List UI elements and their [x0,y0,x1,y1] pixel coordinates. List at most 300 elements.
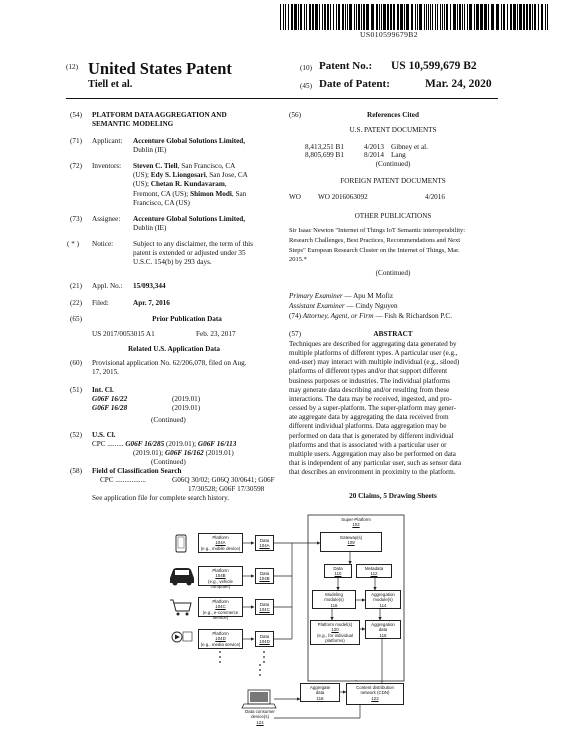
foreign-doc-country: WO [289,193,301,201]
platform-models-box [310,620,360,645]
barcode-bar [442,4,443,30]
field-cpc-label: CPC ................. [100,476,146,484]
inventors-label: Inventors: [92,162,122,170]
uscl-continued: (Continued) [151,458,186,466]
abstract-line: platforms of different types and/or that support different [289,367,448,376]
platform-c-ref: 104C [215,604,226,610]
aggregation-data-label: Aggregation [371,622,395,627]
barcode-bar [417,4,418,30]
notice-code: ( * ) [67,240,79,248]
barcode-bar [309,4,311,30]
appl-label: Appl. No.: [92,282,123,290]
other-pubs-heading: OTHER PUBLICATIONS [354,212,432,220]
barcode-bar [304,4,305,30]
header-code-12: (12) [66,63,78,71]
abstract-line: end-user) may interact with multiple individual (e.g., siloed) [289,358,460,367]
barcode-bar [440,4,441,30]
cpc-class-2: G06F 16/113 [197,440,237,448]
platform-d-label: Platform [212,631,229,636]
cpc-date-3: (2019.01) [203,449,234,457]
prov-line: 17, 2015. [92,368,119,377]
cpc-line-1 [92,440,288,449]
inventor-4-name: Shimon Modi [190,189,232,198]
platform-models-sub: (e.g., for individual [317,632,353,638]
inventor-1-name: Steven C. Tiell [133,162,178,170]
barcode-bar [484,4,487,30]
platform-data-d [255,631,274,647]
aggregation-label-2: module(s) [373,597,393,603]
platform-a-sub: (e.g., mobile device) [200,545,241,551]
inventor-3-name: Chetan R. Kundavaram [150,180,225,189]
barcode-bar [358,4,360,30]
barcode-bar [419,4,422,30]
data-ref: 110 [334,571,342,577]
barcode-bar [432,4,433,30]
barcode-bar [381,4,382,30]
patent-number: US 10,599,679 B2 [391,60,477,72]
barcode-bar [283,4,284,30]
platform-d-sub: (e.g., media service) [200,641,241,647]
refs-continued: (Continued) [375,160,411,168]
barcode-bar [390,4,392,30]
cdn-box [346,683,404,705]
filed-date: Apr. 7, 2016 [133,299,170,307]
us-doc-row [305,151,344,160]
barcode-bar [406,4,409,30]
assignee-label: Assignee: [92,215,121,223]
platform-box-d [198,629,243,649]
platform-b-sub: (e.g., vehicle computer) [208,578,233,590]
platform-data-a [255,535,274,551]
appl-number: 15/093,344 [133,282,166,290]
barcode-bar [397,4,399,30]
barcode-bar [300,4,302,30]
patent-date: Mar. 24, 2020 [425,78,492,90]
us-doc-number: 8,805,699 B1 [305,151,344,159]
patent-type-title: United States Patent [88,59,232,78]
primary-examiner-name: — Apu M Mofiz [342,292,394,300]
barcode-bar [462,4,463,30]
inventor-1-loc: , San Francisco, CA [177,162,236,170]
barcode-bar [280,4,281,30]
platform-a-data-label: Data [259,538,270,543]
consumer-ref: 124 [256,719,264,725]
data-label: Data [333,566,343,571]
us-doc-date: 4/2013 [364,143,384,151]
cpc-date-2: (2019.01); [133,449,165,457]
filed-code: (22) [70,299,82,307]
barcode-bar [338,4,340,30]
field-label: Field of Classification Search [92,467,182,475]
barcode-bar [298,4,299,30]
barcode-bar [319,4,320,30]
aggregation-label: Aggregation [371,592,395,597]
consumer-label: Data consumer [245,709,275,714]
platform-c-label: Platform [212,599,229,604]
abstract-line: multiple users. Aggregation may also be performed on data [289,449,456,458]
barcode-bar [306,4,307,30]
barcode-bar [285,4,286,30]
consumer-label-2: device(s) [251,714,269,720]
cdn-label-2: network (CDN) [360,690,390,696]
intcl-class-2: G06F 16/28 [92,404,128,412]
inventor-2-name: Edy S. Liongosari [150,171,206,180]
barcode-bar [366,4,369,30]
barcode-bar [437,4,438,30]
aggregate-data-label-2: data [315,690,325,696]
platform-b-ref: 104B [215,573,226,579]
intcl-date-1: (2019.01) [172,395,201,403]
barcode-bar [547,4,548,30]
barcode-bar [450,4,451,30]
modeling-label: Modeling [325,592,343,597]
inventors-code: (72) [70,162,82,170]
barcode-bar [459,4,461,30]
patent-no-code: (10) [300,64,312,72]
platform-a-ref: 104A [215,540,226,546]
abstract-heading: ABSTRACT [373,330,413,338]
barcode-number: US010599679B2 [360,30,418,39]
platform-d-data-ref: 104D [259,639,270,645]
filed-label: Filed: [92,299,109,307]
attorney-code: (74) [289,312,301,320]
cpc-line-2 [133,449,234,458]
barcode-bar [507,4,508,30]
platform-d-ref: 104D [215,636,226,642]
invention-title [92,111,227,129]
provisional-text [92,359,284,377]
mobile-device-icon [176,535,186,552]
cpc-class-3: G06F 16/162 [164,449,204,457]
super-platform-ref: 102 [352,522,360,528]
barcode-bar [503,4,505,30]
cpc-class-1: G06F 16/285 [125,440,165,448]
refs-heading: References Cited [367,111,419,119]
other-publication [289,226,501,265]
foreign-doc-date: 4/2016 [425,193,445,201]
invention-title-line2: SEMANTIC MODELING [92,120,174,129]
barcode-bar [428,4,429,30]
platform-c-sub: (e.g., e-commerce service) [202,609,239,621]
platform-models-label: Platform model(s) [317,622,353,627]
platform-d-data-label: Data [259,634,270,639]
us-doc-author: Gibney et al. [391,143,428,151]
notice-label: Notice: [92,240,114,248]
platform-box-c [198,597,243,621]
barcode-bar [387,4,389,30]
assignee-location: Dublin (IE) [133,224,167,233]
notice-line: U.S.C. 154(b) by 293 days. [133,258,212,267]
platform-models-ref: 120 [331,627,339,633]
date-code: (45) [300,82,312,90]
barcode-bar [347,4,348,30]
barcode-bar [371,4,374,30]
abstract-line: that describes an environment in proximity to the platform. [289,468,456,477]
modeling-label-2: module(s) [324,597,344,603]
barcode-bar [519,4,522,30]
barcode-bar [474,4,475,30]
assistant-examiner-label: Assistant Examiner [289,302,345,310]
laptop-icon [242,690,276,708]
other-continued: (Continued) [375,269,411,277]
foreign-doc-number: WO 2016063092 [318,193,368,201]
platform-c-data-label: Data [259,602,270,607]
cdn-label: Content distribution [356,685,394,690]
uscl-code: (52) [70,431,82,439]
barcode-bar [444,4,445,30]
barcode-bar [467,4,468,30]
barcode-bar [415,4,416,30]
platform-b-data-ref: 104B [259,576,270,582]
notice-line: Subject to any disclaimer, the term of this [133,240,253,248]
barcode-bar [426,4,427,30]
abstract-line: may generate data describing and/or resulting from these [289,385,450,394]
prior-pub-date: Feb. 23, 2017 [196,330,236,338]
cpc-date-1: (2019.01); [164,440,198,448]
barcode-bar [383,4,386,30]
other-pub-line: Sir Isaac Newton "Internet of Things IoT Semantic interoperability: [289,227,466,234]
attorney-name: — Fish & Richardson P.C. [373,312,453,320]
barcode-bar [541,4,543,30]
barcode-bar [526,4,528,30]
abstract-line: that is independent of any particular user, such as sensor data [289,459,462,468]
primary-examiner-label: Primary Examiner [289,292,343,300]
modeling-modules-box [312,590,356,609]
barcode-bar [349,4,352,30]
refs-code: (56) [289,111,301,119]
barcode-bar [476,4,479,30]
applicant [133,137,283,155]
intcl-code: (51) [70,386,82,394]
gateways-box [320,532,382,552]
field-cpc-line-1: G06Q 30/02; G06Q 30/0641; G06F [172,476,275,484]
field-code: (58) [70,467,82,475]
platform-a-data-ref: 104A [259,543,270,549]
related-heading: Related U.S. Application Data [127,345,221,353]
barcode-bar [480,4,483,30]
notice-text [133,240,283,268]
barcode-bar [327,4,329,30]
platform-data-c [255,599,274,615]
aggregation-data-label-2: data [378,627,388,633]
barcode-bar [379,4,380,30]
modeling-ref: 116 [330,602,338,608]
platform-b-data-label: Data [259,571,270,576]
super-platform-label [308,517,404,528]
barcode-bar [510,4,512,30]
barcode-bar [457,4,458,30]
barcode-bar [361,4,362,30]
barcode-bar [488,4,489,30]
prior-heading: Prior Publication Data [152,315,222,323]
abstract-line: multiple platforms of different types. A particular user (e.g., [289,349,458,358]
barcode-bar [356,4,357,30]
inventor-3-sep: , [224,180,227,189]
attorney [289,312,452,321]
barcode-bar [523,4,525,30]
barcode [280,4,550,30]
barcode-bar [312,4,314,30]
inventors-list [133,162,283,208]
barcode-bar [491,4,494,30]
abstract-line: ate aggregate data by aggregating the data received from [289,413,449,422]
cdn-ref: 122 [371,695,379,701]
other-pub-line: Steps" European Research Cluster on the Internet of Things, Mar. [289,246,460,254]
cpc-label: CPC ......... [92,440,124,448]
inventor-4-loc: , San [231,189,247,198]
ellipsis-marks [219,651,265,676]
barcode-bar [501,4,502,30]
inventor-2-country: (US); [133,180,151,189]
barcode-bar [322,4,323,30]
inventor-3-loc: Fremont, CA (US); [133,189,191,198]
patent-no-label: Patent No.: [319,60,373,72]
intcl-label: Int. Cl. [92,386,114,394]
assignee-code: (73) [70,215,82,223]
barcode-bar [330,4,331,30]
barcode-bar [545,4,546,30]
prov-line: Provisional application No. 62/206,078, filed on Aug. [92,359,247,367]
assignee-name: Accenture Global Solutions Limited, [133,215,246,223]
applicant-location: Dublin (IE) [133,146,167,155]
barcode-bar [354,4,355,30]
barcode-bar [529,4,531,30]
invention-title-line1: PLATFORM DATA AGGREGATION AND [92,111,227,119]
metadata-label: Metadata [364,566,384,571]
assignee [133,215,283,233]
barcode-bar [342,4,344,30]
barcode-bar [435,4,436,30]
abstract-line: business purposes or industries. The individual platforms [289,376,450,385]
barcode-bar [430,4,431,30]
barcode-bar [324,4,326,30]
prior-pub-number: US 2017/0053015 A1 [92,330,155,338]
us-doc-date: 8/2014 [364,151,384,159]
platform-c-data-ref: 104C [259,607,270,613]
gateways-label: Gateway(s) [339,535,363,540]
claims-and-sheets: 20 Claims, 5 Drawing Sheets [349,492,437,500]
media-play-icon [172,632,192,642]
field-see: See application file for complete search history. [92,494,230,502]
foreign-heading: FOREIGN PATENT DOCUMENTS [340,177,446,185]
intcl-continued: (Continued) [151,416,186,424]
other-pub-line: 2015.* [289,256,307,264]
super-platform-name: Super-Platform [341,517,371,522]
platform-box-b [198,566,243,590]
applicant-label: Applicant: [92,137,123,145]
us-docs-heading: U.S. PATENT DOCUMENTS [349,126,437,134]
uscl-label: U.S. Cl. [92,431,116,439]
barcode-bar [532,4,533,30]
title-code: (54) [70,111,82,119]
barcode-bar [469,4,472,30]
barcode-bar [315,4,318,30]
vehicle-icon [170,568,194,586]
date-label: Date of Patent: [319,78,390,90]
aggregate-data-ref: 118 [316,695,324,701]
abstract-text [289,340,500,477]
aggregation-modules-box [365,590,401,609]
barcode-bar [538,4,539,30]
barcode-bar [424,4,425,30]
attorney-label: Attorney, Agent, or Firm [302,312,374,320]
barcode-bar [393,4,395,30]
figure-diagram [160,512,420,730]
assistant-examiner [289,302,398,311]
barcode-bar [294,4,297,30]
assistant-examiner-name: — Cindy Nguyen [344,302,398,310]
intcl-date-2: (2019.01) [172,404,201,412]
prov-code: (60) [70,359,82,367]
data-consumer-label [240,709,280,725]
barcode-bar [517,4,518,30]
barcode-bar [288,4,289,30]
barcode-bar [291,4,293,30]
data-box [324,564,352,578]
metadata-box [356,564,392,578]
prior-code: (65) [70,315,82,323]
barcode-bar [336,4,337,30]
barcode-bar [534,4,536,30]
platform-box-a [198,533,243,553]
inventor-4-loc-cont: Francisco, CA (US) [133,198,190,207]
applicant-code: (71) [70,137,82,145]
barcode-bar [453,4,456,30]
inventor-2-loc: , San Jose, CA [205,171,248,180]
platform-data-b [255,568,274,584]
barcode-bar [411,4,413,30]
abstract-line: interactions. The data may be received, ingested, and pro- [289,394,452,403]
barcode-bar [404,4,405,30]
barcode-bar [400,4,403,30]
abstract-line: cessed by a super-platform. The super-platform may gener- [289,404,456,413]
barcode-bar [363,4,365,30]
field-cpc-line-2: 17/30528; G06F 17/30598 [188,485,265,493]
abstract-line: platforms and that is associated with a particular user or [289,440,447,449]
barcode-bar [496,4,499,30]
us-doc-number: 8,413,251 B1 [305,143,344,151]
metadata-ref: 112 [370,571,378,577]
platform-b-label: Platform [212,568,229,573]
barcode-bar [333,4,334,30]
barcode-bar [345,4,346,30]
primary-examiner [289,292,393,301]
aggregation-data-box [365,620,401,639]
authors: Tiell et al. [88,79,133,90]
abstract-line: performed on data that is generated by different individual [289,431,454,440]
header-rule [66,98,498,99]
aggregate-data-box [300,683,340,702]
platform-a-label: Platform [212,535,229,540]
platform-models-sub-2: platforms) [325,638,345,644]
gateways-ref: 108 [347,540,355,546]
aggregation-ref: 114 [379,602,387,608]
aggregation-data-ref: 118 [379,632,387,638]
notice-line: patent is extended or adjusted under 35 [133,249,246,258]
shopping-cart-icon [170,600,191,616]
appl-code: (21) [70,282,82,290]
abstract-line: Techniques are described for aggregating data generated by [289,340,457,348]
barcode-bar [446,4,448,30]
barcode-graphic [280,4,550,30]
us-doc-author: Lang [391,151,406,159]
barcode-bar [376,4,378,30]
intcl-class-1: G06F 16/22 [92,395,128,403]
other-pub-line: Research Challenges, Best Practices, Recommendations and Next [289,236,461,244]
applicant-name: Accenture Global Solutions Limited, [133,137,246,145]
aggregate-data-label: Aggregate [309,685,331,690]
abstract-code: (57) [289,330,301,338]
